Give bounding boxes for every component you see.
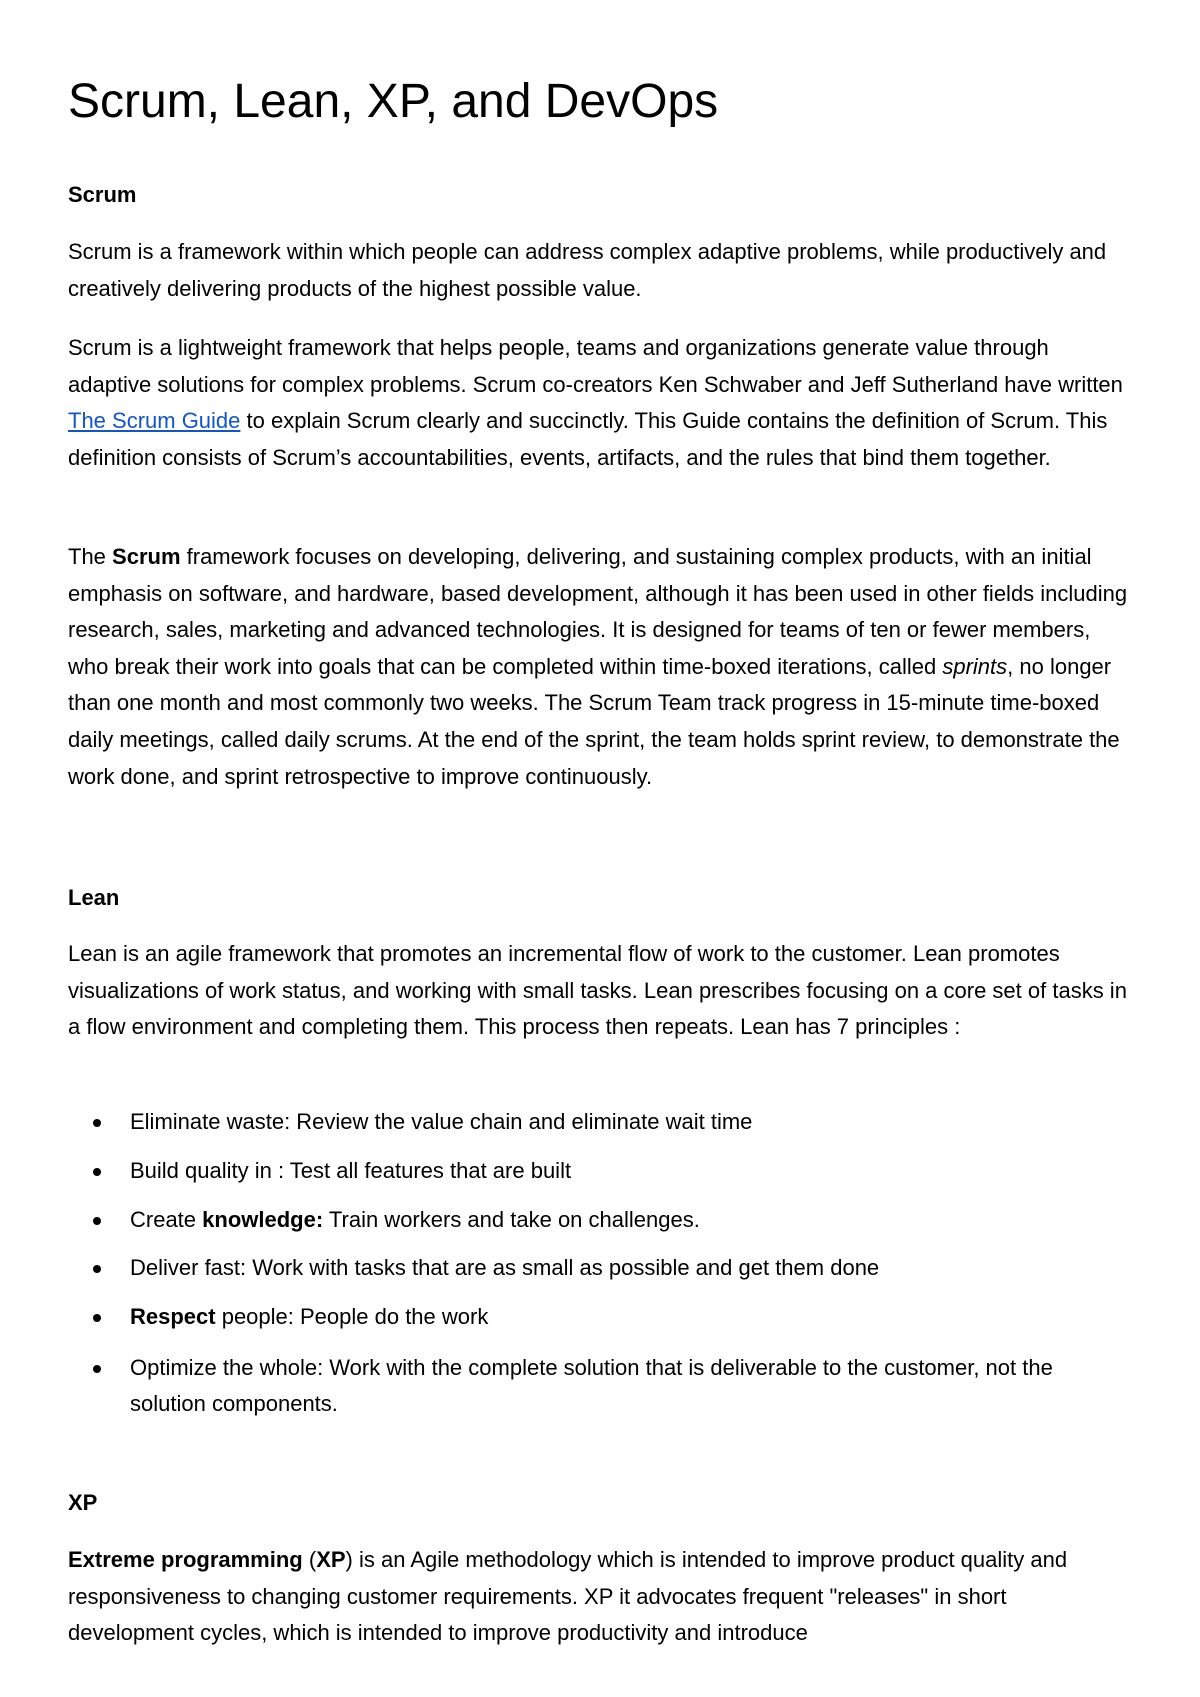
list-item-text-a: Create (130, 1206, 203, 1232)
list-item-bold: Respect (130, 1304, 216, 1330)
lean-heading: Lean (68, 885, 120, 910)
list-item (68, 1250, 1128, 1287)
list-item-text-b: Train workers and take on challenges. (323, 1206, 700, 1232)
list-item-text: Optimize the whole: Work with the complete solution that is deliverable to the customer, not the solution components. (130, 1354, 1053, 1417)
list-item (68, 1299, 1128, 1336)
bullet-icon (93, 1365, 101, 1373)
list-item-text: Eliminate waste: Review the value chain and eliminate wait time (130, 1109, 753, 1134)
lean-paragraph-1: Lean is an agile framework that promotes an incremental flow of work to the customer. Lean promotes visualizations of work status, and working with small tasks. Lean prescribes focusing on a core set of tasks in a flow environment and completing them. This process then repeats. Lean has 7 principles : (68, 941, 1127, 1040)
list-item (68, 1350, 1128, 1423)
lean-principles-list (68, 1104, 1128, 1435)
bullet-icon (93, 1217, 101, 1225)
xp-heading: XP (68, 1490, 98, 1515)
scrum-paragraph-3-text-c: , no longer than one month and most commonly two weeks. The Scrum Team track progress in 15-minute time-boxed daily meetings, called daily scrums. At the end of the sprint, the team holds sprint review, to demonstrate the work done, and sprint retrospective to improve continuously. (68, 653, 1120, 789)
bullet-icon (93, 1314, 101, 1322)
list-item-text-b: people: People do the work (215, 1304, 489, 1330)
list-item (68, 1202, 1128, 1239)
xp-paragraph-1 (68, 1542, 1128, 1652)
list-item (68, 1153, 1128, 1190)
document-title: Scrum, Lean, XP, and DevOps (68, 75, 719, 128)
list-item-bold: knowledge: (202, 1206, 324, 1232)
xp-bold-term: Extreme programming (68, 1547, 303, 1572)
xp-paragraph-text-b: ) is an Agile methodology which is intended to improve product quality and responsiveness to changing customer requirements. XP it advocates frequent "releases" in short development cycles, which is intended to improve productivity and introduce (68, 1547, 1068, 1646)
bullet-icon (93, 1168, 101, 1176)
xp-paragraph-text-a: ( (302, 1547, 317, 1572)
scrum-paragraph-2-text-b: to explain Scrum clearly and succinctly. This Guide contains the definition of Scrum. This definition consists of Scrum’s accountabilities, events, artifacts, and the rules that bind them together. (68, 408, 1108, 470)
sprints-italic-term: sprints (942, 653, 1008, 679)
scrum-paragraph-1: Scrum is a framework within which people can address complex adaptive problems, while productively and creatively delivering products of the highest possible value. (68, 239, 1107, 301)
list-item (68, 1104, 1128, 1141)
scrum-heading: Scrum (68, 182, 137, 207)
bullet-icon (93, 1265, 101, 1273)
list-item-text (130, 1304, 488, 1329)
scrum-paragraph-3-text-a: The (68, 544, 113, 569)
scrum-paragraph-2-text-a: Scrum is a lightweight framework that helps people, teams and organizations generate value through adaptive solutions for complex problems. Scrum co-creators Ken Schwaber and Jeff Sutherland have written (68, 335, 1123, 397)
scrum-paragraph-3 (68, 539, 1128, 795)
scrum-paragraph-3-text-b: framework focuses on developing, delivering, and sustaining complex products, with an initial emphasis on software, and hardware, based development, although it has been used in other fields including research, sales, marketing and advanced technologies. It is designed for teams of ten or fewer members, who break their work into goals that can be completed within time-boxed iterations, called (68, 544, 1128, 679)
list-item-text: Build quality in : Test all features that are built (130, 1157, 572, 1183)
list-item-text (130, 1207, 700, 1232)
scrum-bold-term: Scrum (112, 544, 181, 569)
xp-bold-abbrev: XP (316, 1547, 346, 1572)
scrum-guide-link[interactable]: The Scrum Guide (68, 408, 241, 434)
scrum-paragraph-2 (68, 330, 1128, 476)
list-item-text: Deliver fast: Work with tasks that are as small as possible and get them done (130, 1255, 880, 1281)
bullet-icon (93, 1119, 101, 1127)
